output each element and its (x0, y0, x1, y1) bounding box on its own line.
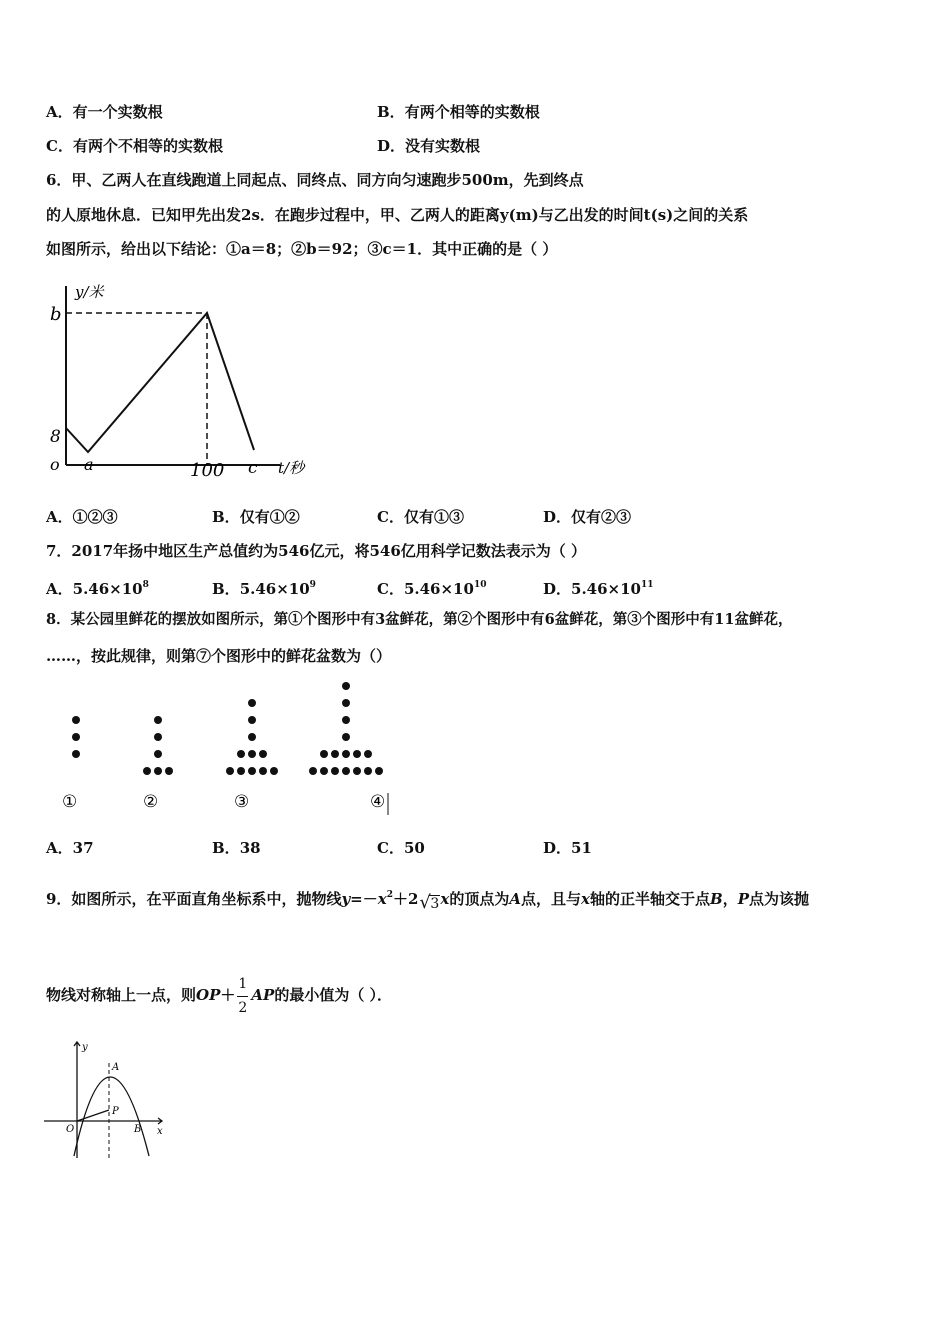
option-exponent: 8 (142, 580, 149, 590)
flower-dot (154, 750, 162, 758)
q8-line2: ……，按此规律，则第⑦个图形中的鲜花盆数为（） (46, 647, 392, 665)
flower-dot (165, 767, 173, 775)
flower-dot (154, 733, 162, 741)
q9-text: 点，且与 (521, 890, 582, 908)
q7-option-d[interactable] (543, 575, 654, 599)
q7-option-b[interactable] (212, 575, 316, 599)
option-text: 有两个相等的实数根 (404, 103, 540, 121)
flower-dot (353, 767, 361, 775)
q5-option-b[interactable] (377, 102, 540, 122)
q5-option-d[interactable] (377, 136, 480, 156)
option-text: 37 (72, 839, 94, 857)
option-key: D． (377, 137, 406, 155)
q9-point-a: A (509, 890, 522, 908)
graph-y-label: y (82, 1042, 88, 1053)
flower-dot (259, 750, 267, 758)
flower-dot (143, 767, 151, 775)
q9-text: 9．如图所示，在平面直角坐标系中，抛物线 (46, 890, 342, 908)
option-text: 有两个不相等的实数根 (72, 137, 223, 155)
option-base: 5.46×10 (72, 580, 143, 598)
q7-line1: 7．2017年扬中地区生产总值约为546亿元，将546亿用科学记数法表示为（ ） (46, 542, 587, 560)
flower-dot (353, 750, 361, 758)
x-axis-label: t/秒 (278, 459, 305, 477)
option-text: 38 (239, 839, 261, 857)
flower-dot (248, 716, 256, 724)
flower-dot (237, 767, 245, 775)
q6-option-a[interactable] (46, 507, 118, 527)
option-text: 仅有①③ (403, 508, 464, 526)
q9-point-b: B (710, 890, 723, 908)
q9-eq-y: y (341, 890, 351, 908)
flower-dot (154, 716, 162, 724)
graph-o-label: O (66, 1124, 75, 1135)
q9-plus: ＋ (220, 986, 236, 1004)
q9-axis-x: x (581, 890, 590, 908)
flower-dot (342, 767, 350, 775)
flower-dot (72, 733, 80, 741)
q9-eq-x: x (377, 890, 387, 908)
radicand: 3 (430, 896, 440, 912)
figure-label-2: ② (143, 792, 159, 812)
option-key: D． (543, 839, 572, 857)
option-key: B． (377, 103, 405, 121)
q9-text: 的顶点为 (449, 890, 510, 908)
option-text: 51 (571, 839, 592, 857)
c-label: c (248, 458, 258, 478)
q6-line2: 的人原地休息．已知甲先出发2s．在跑步过程中，甲、乙两人的距离y(m)与乙出发的时间t(s)之间的关系 (46, 206, 749, 224)
option-key: B． (212, 580, 240, 598)
q6-line1: 6．甲、乙两人在直线跑道上同起点、同终点、同方向匀速跑步500m，先到终点 (46, 171, 584, 189)
option-exponent: 10 (473, 580, 487, 590)
option-key: C． (377, 839, 404, 857)
q6-line3: 如图所示，给出以下结论：①a＝8；②b＝92；③c＝1．其中正确的是（ ） (46, 240, 558, 258)
option-key: B． (212, 839, 240, 857)
q5-option-c[interactable] (46, 136, 223, 156)
figure-label-1: ① (62, 792, 78, 812)
flower-dot (342, 716, 350, 724)
figure-label-4: ④ (370, 792, 386, 812)
option-text: ①②③ (72, 508, 118, 526)
origin-label: o (50, 455, 60, 474)
option-key: D． (543, 580, 572, 598)
flower-dot (364, 767, 372, 775)
q8-line1: 8．某公园里鲜花的摆放如图所示，第①个图形中有3盆鲜花，第②个图形中有6盆鲜花，第③个图形中有11盆鲜花， (46, 611, 793, 628)
flower-dot (364, 750, 372, 758)
fraction-bar (237, 996, 248, 997)
flower-dot (342, 733, 350, 741)
distance-line (66, 313, 254, 452)
q9-eq-plus2: ＋2 (392, 890, 419, 908)
radical-sign-icon: √ (419, 892, 431, 913)
fraction-denominator: 2 (238, 1000, 248, 1016)
q6-option-d[interactable] (543, 507, 631, 527)
option-text: 仅有②③ (571, 508, 632, 526)
flower-dot (72, 750, 80, 758)
flower-dot (154, 767, 162, 775)
flower-dot (342, 682, 350, 690)
op-segment (77, 1110, 109, 1121)
graph-x-label: x (157, 1126, 163, 1137)
option-text: 50 (403, 839, 425, 857)
graph-b-label: B (134, 1124, 142, 1135)
q9-ap: AP (251, 986, 275, 1004)
q9-point-p: P (737, 890, 749, 908)
flower-dot (226, 767, 234, 775)
graph-a-label: A (112, 1062, 120, 1073)
b-label: b (50, 304, 62, 325)
a-label: a (84, 455, 94, 474)
flower-dot (259, 767, 267, 775)
figure-label-3: ③ (234, 792, 250, 812)
option-text: 没有实数根 (405, 137, 481, 155)
graph-p-label: P (112, 1106, 119, 1117)
option-key: C． (377, 508, 404, 526)
q9-eq-mid: =－ (350, 890, 378, 908)
flower-dot (375, 767, 383, 775)
q9-eq-x2: x (440, 890, 450, 908)
option-key: D． (543, 508, 572, 526)
q9-op: OP (196, 986, 221, 1004)
q6-option-b[interactable] (212, 507, 300, 527)
q9-text: ， (722, 890, 738, 908)
eight-label: 8 (50, 427, 61, 447)
q9-text: 的最小值为（ ）． (274, 986, 393, 1004)
option-key: A． (46, 580, 73, 598)
q5-option-a[interactable] (46, 102, 163, 122)
flower-dot (248, 733, 256, 741)
hundred-label: 100 (190, 460, 225, 481)
option-text: 有一个实数根 (72, 103, 163, 121)
option-key: C． (46, 137, 73, 155)
flower-dot (320, 767, 328, 775)
flower-dot (309, 767, 317, 775)
flower-dot (342, 750, 350, 758)
flower-dot (331, 750, 339, 758)
q9-line1 (46, 885, 809, 913)
y-axis-label: y/米 (75, 283, 104, 301)
q9-text: 轴的正半轴交于点 (589, 890, 710, 908)
option-key: A． (46, 508, 73, 526)
q9-eq-square: 2 (386, 890, 393, 900)
option-base: 5.46×10 (571, 580, 641, 598)
option-key: C． (377, 580, 404, 598)
flower-dot (342, 699, 350, 707)
q6-option-c[interactable] (377, 507, 464, 527)
option-key: A． (46, 103, 73, 121)
option-text: 仅有①② (239, 508, 300, 526)
flower-dot (320, 750, 328, 758)
q8-option-a[interactable] (46, 838, 94, 858)
flower-dot (248, 750, 256, 758)
option-base: 5.46×10 (239, 580, 310, 598)
option-exponent: 9 (309, 580, 316, 590)
option-exponent: 11 (641, 580, 654, 590)
q8-option-b[interactable] (212, 838, 261, 858)
q9-text: 点为该抛 (748, 890, 809, 908)
flower-dot (331, 767, 339, 775)
q9-line2 (46, 976, 393, 1016)
flower-dot (248, 699, 256, 707)
q9-text: 物线对称轴上一点，则 (46, 986, 197, 1004)
q8-flower-figures (40, 675, 440, 820)
option-key: B． (212, 508, 240, 526)
q7-option-c[interactable] (377, 575, 486, 599)
q6-distance-graph (40, 280, 330, 485)
q8-option-d[interactable] (543, 838, 592, 858)
q8-option-c[interactable] (377, 838, 425, 858)
option-base: 5.46×10 (403, 580, 474, 598)
flower-dot (72, 716, 80, 724)
fraction-numerator: 1 (238, 976, 248, 992)
q7-option-a[interactable] (46, 575, 149, 599)
option-key: A． (46, 839, 73, 857)
flower-dot (237, 750, 245, 758)
q9-parabola-graph (44, 1038, 174, 1163)
flower-dot (248, 767, 256, 775)
flower-dot (270, 767, 278, 775)
